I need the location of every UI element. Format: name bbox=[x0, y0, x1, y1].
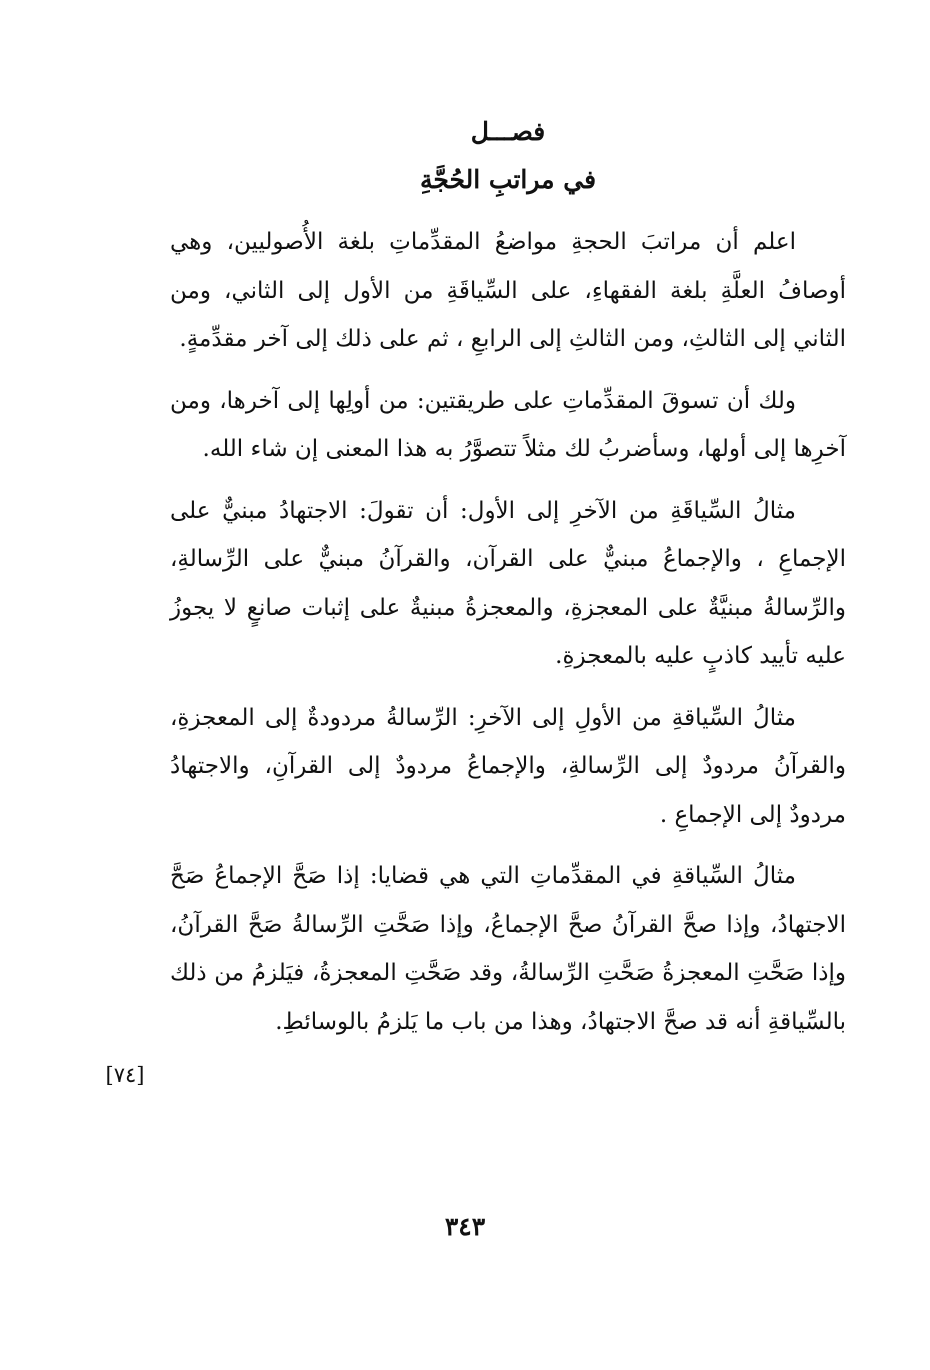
paragraph-1: اعلم أن مراتبَ الحجةِ مواضعُ المقدِّماتِ بلغة الأُصوليين، وهي أوصافُ العلَّةِ بلغة الفقهاءِ، على السِّياقَةِ من الأول إلى الثاني، ومن الثاني إلى الثالثِ، ومن الثالثِ إلى الرابعِ ، ثم على ذلك إلى آخر مقدِّمةٍ. bbox=[170, 229, 846, 352]
body-text bbox=[170, 218, 846, 1046]
page-number: ٣٤٣ bbox=[444, 1212, 486, 1241]
paragraph-3: مثالُ السِّياقَةِ من الآخرِ إلى الأول: أن تقولَ: الاجتهادُ مبنيٌّ على الإجماعِ ، والإجماعُ مبنيٌّ على القرآن، والقرآنُ مبنيٌّ على الرِّسالةِ، والرِّسالةُ مبنيَّةٌ على المعجزةِ، والمعجزةُ مبنيةٌ على إثبات صانعٍ لا يجوزُ عليه تأييد كاذبٍ عليه بالمعجزةِ. bbox=[170, 497, 846, 669]
paragraph-5: مثالُ السِّياقةِ في المقدِّماتِ التي هي قضايا: إذا صَحَّ الإجماعُ صَحَّ الاجتهادُ، وإذا صحَّ القرآنُ صحَّ الإجماعُ، وإذا صَحَّتِ الرِّسالةُ صَحَّ القرآنُ، وإذا صَحَّتِ المعجزةُ صَحَّتِ الرِّسالةُ، وقد صَحَّتِ المعجزةُ، فيَلزمُ من ذلك بالسِّياقةِ أنه قد صحَّ الاجتهادُ، وهذا من باب ما يَلزمُ بالوسائطِ. bbox=[170, 863, 846, 1035]
margin-reference: [٧٤] bbox=[105, 1063, 145, 1087]
paragraph-2: ولك أن تسوقَ المقدِّماتِ على طريقتين: من أولِها إلى آخرها، ومن آخرِها إلى أولها، وسأضربُ لك مثلاً تتصوَّرُ به هذا المعنى إن شاء الله. bbox=[170, 387, 846, 462]
paragraph-4: مثالُ السِّياقةِ من الأولِ إلى الآخرِ: الرِّسالةُ مردودةٌ إلى المعجزةِ، والقرآنُ مردودٌ إلى الرِّسالةِ، والإجماعُ مردودٌ إلى القرآنِ، والاجتهادُ مردودٌ إلى الإجماعِ . bbox=[170, 704, 846, 828]
section-label: فصـــل bbox=[470, 117, 546, 146]
section-title: في مراتبِ الحُجَّةِ bbox=[419, 165, 597, 194]
